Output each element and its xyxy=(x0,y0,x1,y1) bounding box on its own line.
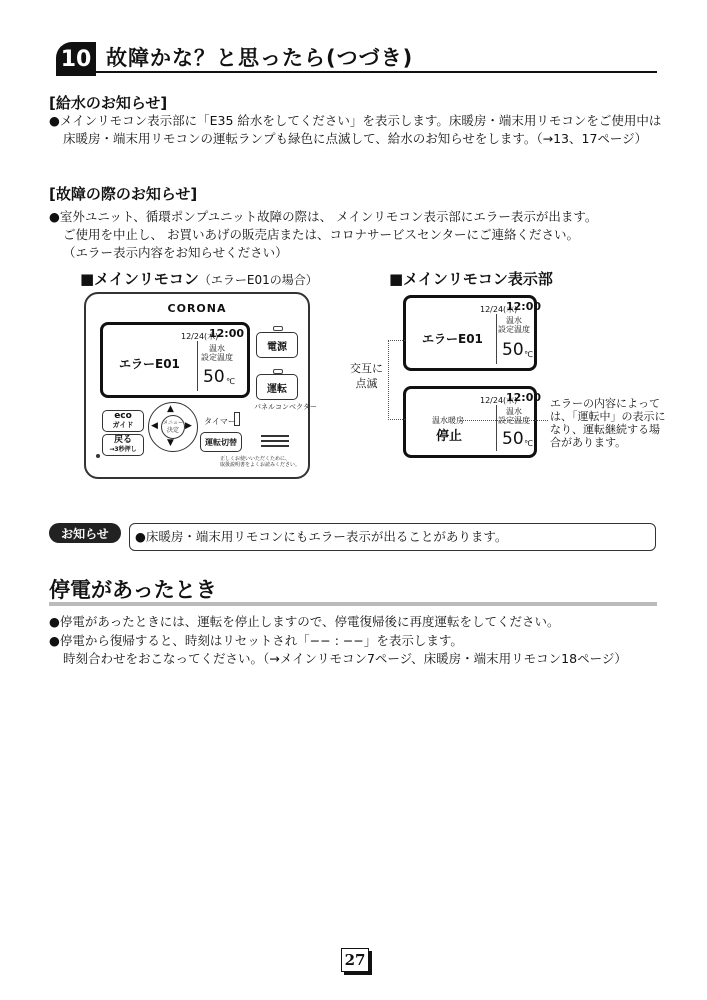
display-note-2: は、「運転中」の表示に xyxy=(550,410,666,423)
power-led xyxy=(273,326,283,331)
lcd-time: 12:00 xyxy=(209,327,245,340)
outage-line-2: ●停電から復帰すると、時刻はリセットされ「−− : −−」を表示します。 xyxy=(49,633,463,648)
screen2-temp: 50 xyxy=(502,429,524,449)
timer-label: タイマー xyxy=(204,417,236,426)
operation-switch-button[interactable]: 運転切替 xyxy=(200,432,242,452)
screen2-label-1: 温水 xyxy=(506,407,522,416)
back-label: 戻る xyxy=(113,435,132,445)
fine-print-2: 取扱説明書をよくお読みください。 xyxy=(220,462,301,468)
alternate-label-2: 点滅 xyxy=(355,377,378,390)
screen2-date: 12/24(木) xyxy=(480,396,518,405)
down-arrow-icon[interactable]: ▼ xyxy=(167,438,174,448)
water-line-2: 床暖房・端末用リモコンの運転ランプも緑色に点滅して、給水のお知らせをします。（→13、17ページ） xyxy=(63,131,648,146)
remote-caption xyxy=(80,268,318,289)
remote-caption-text: ■メインリモコン xyxy=(80,270,199,288)
note-connector xyxy=(460,420,548,421)
outage-line-3: 時刻合わせをおこなってください。（→メインリモコン7ページ、床暖房・端末用リモコン18ページ） xyxy=(63,651,627,666)
screen1-date: 12/24(木) xyxy=(480,305,518,314)
screen1-temp: 50 xyxy=(502,340,524,360)
outage-rule xyxy=(49,602,657,606)
water-heading: [給水のお知らせ] xyxy=(49,94,168,112)
display-screen-stopped xyxy=(403,386,542,458)
display-note-3: なり、運転継続する場 xyxy=(550,423,660,436)
page-number: 27 xyxy=(341,948,369,972)
failure-line-1: ●室外ユニット、循環ポンプユニット故障の際は、 メインリモコン表示部にエラー表示が出ます。 xyxy=(49,209,598,224)
section-title: 故障かな？と思ったら(つづき) xyxy=(106,46,414,70)
screen2-time: 12:00 xyxy=(506,391,542,404)
screen1-label-1: 温水 xyxy=(506,316,522,325)
lcd-temp: 50 xyxy=(203,367,225,387)
up-arrow-icon[interactable]: ▲ xyxy=(167,404,174,414)
display-note xyxy=(550,397,666,449)
outage-line-1: ●停電があったときには、運転を停止しますので、停電復帰後に再度運転をしてください。 xyxy=(49,614,560,629)
section-number-badge: 10 xyxy=(56,42,96,76)
outage-title: 停電があったとき xyxy=(49,578,217,602)
alternate-label-1: 交互に xyxy=(350,362,383,375)
main-remote xyxy=(84,292,317,479)
guide-label: ガイド xyxy=(112,421,134,429)
water-line-1: ●メインリモコン表示部に「E35 給水をしてください」を表示します。床暖房・端末用リモコンをご使用中は xyxy=(49,113,662,128)
screen1-error: エラーE01 xyxy=(422,332,483,346)
screen2-mode: 温水暖房 xyxy=(432,416,464,425)
lcd-label-1: 温水 xyxy=(209,344,225,353)
eco-label: eco xyxy=(114,411,132,421)
reset-hole xyxy=(96,454,100,458)
failure-line-3: （エラー表示内容をお知らせください） xyxy=(63,245,288,260)
notice-box xyxy=(129,523,656,551)
display-caption: ■メインリモコン表示部 xyxy=(389,270,553,288)
lcd-label-2: 設定温度 xyxy=(201,353,233,362)
panel-convector-label: パネルコンベクター xyxy=(254,403,317,411)
title-rule xyxy=(56,71,657,73)
display-note-4: 合があります。 xyxy=(550,436,627,449)
right-arrow-icon[interactable]: ▶ xyxy=(185,421,192,431)
screen2-unit: ℃ xyxy=(524,439,533,448)
menu-enter-button[interactable] xyxy=(161,415,185,439)
failure-line-2: ご使用を中止し、 お買いあげの販売店または、コロナサービスセンターにご連絡ください。 xyxy=(63,227,579,242)
enter-label: 決定 xyxy=(166,427,179,434)
screen2-status: 停止 xyxy=(436,429,463,444)
menu-lines-icon xyxy=(261,432,289,450)
display-note-1: エラーの内容によって xyxy=(550,397,660,410)
lcd-date: 12/24(木) xyxy=(181,332,219,341)
failure-heading: [故障の際のお知らせ] xyxy=(49,185,198,203)
back-hold-label: →3秒押し xyxy=(109,446,137,453)
eco-guide-button[interactable] xyxy=(102,410,144,432)
brand-logo: CORONA xyxy=(167,302,227,315)
screen2-label-2: 設定温度 xyxy=(498,416,530,425)
left-arrow-icon[interactable]: ◀ xyxy=(151,421,158,431)
lcd-error: エラーE01 xyxy=(119,357,180,371)
run-button[interactable]: 運転 xyxy=(256,374,298,400)
timer-indicator xyxy=(234,412,240,426)
direction-pad[interactable] xyxy=(148,402,198,452)
screen1-label-2: 設定温度 xyxy=(498,325,530,334)
notice-text: ●床暖房・端末用リモコンにもエラー表示が出ることがあります。 xyxy=(135,529,508,544)
screen1-unit: ℃ xyxy=(524,350,533,359)
fine-print-1: 正しくお使いいただくために、 xyxy=(220,456,291,462)
back-button[interactable] xyxy=(102,434,144,456)
alternate-connector xyxy=(388,340,405,420)
lcd-unit: ℃ xyxy=(226,377,235,386)
notice-badge: お知らせ xyxy=(49,523,121,543)
remote-lcd xyxy=(100,322,250,398)
power-button[interactable]: 電源 xyxy=(256,332,298,358)
menu-label: メニュー xyxy=(162,420,183,426)
screen1-time: 12:00 xyxy=(506,300,542,313)
remote-caption-note: （エラーE01の場合） xyxy=(198,273,318,287)
alternate-label xyxy=(350,361,383,391)
display-screen-error xyxy=(403,295,542,371)
fine-print xyxy=(220,456,300,468)
